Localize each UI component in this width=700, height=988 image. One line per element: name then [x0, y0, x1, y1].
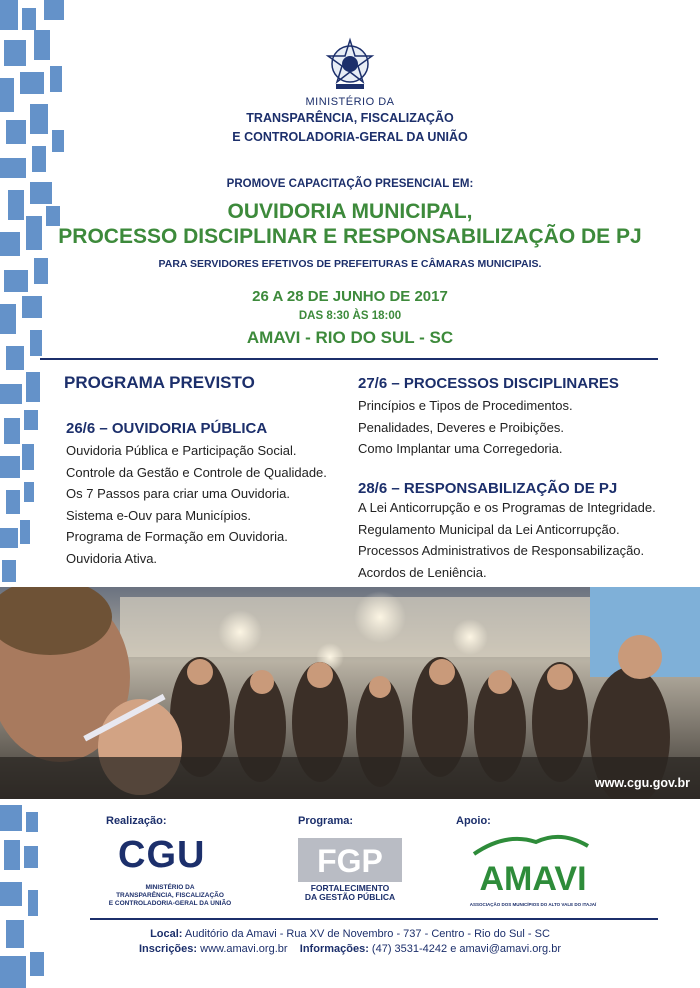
list-item: Programa de Formação em Ouvidoria.	[66, 529, 288, 544]
ministry-line-3: E CONTROLADORIA-GERAL DA UNIÃO	[232, 130, 468, 144]
inscricoes-link[interactable]: www.amavi.org.br	[200, 943, 288, 955]
national-emblem-icon	[322, 36, 378, 92]
event-hours: DAS 8:30 ÀS 18:00	[298, 310, 402, 322]
fgp-logo	[298, 838, 402, 902]
list-item: Regulamento Municipal da Lei Anticorrupção.	[358, 521, 620, 537]
fgp-logo-text: FGP	[317, 843, 383, 879]
mosaic-graphic	[0, 0, 70, 988]
inscricoes-label: Inscrições:	[138, 943, 198, 955]
footer-local	[40, 928, 660, 940]
programa-label: Programa:	[298, 815, 354, 827]
day3-list	[358, 497, 656, 583]
fgp-line-1: FORTALECIMENTO	[310, 883, 390, 893]
promove-heading: PROMOVE CAPACITAÇÃO PRESENCIAL EM:	[226, 178, 474, 190]
list-item: Controle da Gestão e Controle de Qualidade.	[66, 464, 327, 480]
local-label: Local:	[150, 928, 183, 940]
cgu-logo: CGU	[118, 834, 206, 876]
list-item: Ouvidoria Ativa.	[66, 550, 158, 566]
list-item: Processos Administrativos de Responsabilização.	[358, 543, 645, 558]
footer-divider	[90, 918, 658, 920]
list-item: Como Implantar uma Corregedoria.	[358, 441, 563, 456]
list-item: Os 7 Passos para criar uma Ouvidoria.	[66, 486, 290, 501]
list-item: A Lei Anticorrupção e os Programas de Integridade.	[358, 500, 656, 515]
cgu-small-line-3: E CONTROLADORIA-GERAL DA UNIÃO	[108, 900, 232, 907]
divider	[40, 358, 658, 360]
amavi-logo	[466, 826, 600, 910]
list-item: Sistema e-Ouv para Municípios.	[66, 507, 251, 523]
event-date: 26 A 28 DE JUNHO DE 2017	[252, 288, 448, 305]
info-label: Informações:	[299, 943, 369, 955]
day1-title: 26/6 – OUVIDORIA PÚBLICA	[66, 420, 268, 437]
day1-list	[66, 440, 327, 569]
realizacao-label: Realização:	[106, 815, 167, 827]
info-text: (47) 3531-4242 e amavi@amavi.org.br	[371, 943, 562, 955]
cgu-small-line-2: TRANSPARÊNCIA, FISCALIZAÇÃO	[116, 892, 224, 899]
amavi-sub: ASSOCIAÇÃO DOS MUNICÍPIOS DO ALTO VALE DO ITAJAÍ	[469, 902, 597, 907]
day3-title: 28/6 – RESPONSABILIZAÇÃO DE PJ	[358, 480, 618, 497]
audience-subtitle: PARA SERVIDORES EFETIVOS DE PREFEITURAS E CÂMARAS MUNICIPAIS.	[158, 258, 542, 270]
ministry-line-1: MINISTÉRIO DA	[305, 96, 395, 108]
list-item: Penalidades, Deveres e Proibições.	[358, 419, 564, 435]
decorative-mosaic-strip	[0, 0, 70, 988]
ministry-line-2: TRANSPARÊNCIA, FISCALIZAÇÃO	[246, 111, 454, 125]
day2-list	[358, 395, 573, 460]
program-title: PROGRAMA PREVISTO	[64, 373, 255, 392]
list-item: Ouvidoria Pública e Participação Social.	[66, 443, 297, 458]
cgu-small-line-1: MINISTÉRIO DA	[145, 884, 195, 891]
footer-contacts	[40, 943, 660, 955]
day2-title: 27/6 – PROCESSOS DISCIPLINARES	[358, 375, 619, 392]
local-text: Auditório da Amavi - Rua XV de Novembro - 737 - Centro - Rio do Sul - SC	[184, 928, 550, 940]
event-place: AMAVI - RIO DO SUL - SC	[246, 328, 454, 347]
amavi-logo-text: AMAVI	[479, 860, 587, 898]
list-item: Acordos de Leniência.	[358, 564, 487, 580]
website-url: www.cgu.gov.br	[594, 776, 690, 790]
event-title-line-1: OUVIDORIA MUNICIPAL,	[227, 200, 473, 223]
fgp-line-2: DA GESTÃO PÚBLICA	[304, 892, 396, 902]
apoio-label: Apoio:	[456, 815, 491, 827]
list-item: Princípios e Tipos de Procedimentos.	[358, 398, 573, 413]
event-title-line-2: PROCESSO DISCIPLINAR E RESPONSABILIZAÇÃO DE PJ	[58, 225, 642, 248]
audience-photo	[0, 587, 700, 799]
